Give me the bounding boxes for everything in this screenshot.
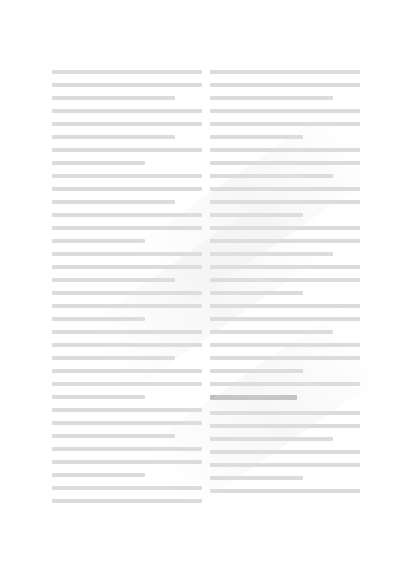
text-line-placeholder xyxy=(52,83,202,87)
text-line-placeholder xyxy=(210,83,360,87)
text-line-placeholder xyxy=(52,122,202,126)
text-line-placeholder xyxy=(52,473,145,477)
text-line-placeholder xyxy=(52,161,145,165)
text-line-placeholder xyxy=(52,408,202,412)
text-line-placeholder xyxy=(52,187,202,191)
text-line-placeholder xyxy=(52,109,202,113)
text-line-placeholder xyxy=(210,96,333,100)
text-line-placeholder xyxy=(52,174,202,178)
text-line-placeholder xyxy=(52,96,175,100)
text-line-placeholder xyxy=(52,70,202,74)
text-line-placeholder xyxy=(52,148,202,152)
text-line-placeholder xyxy=(210,70,360,74)
text-line-placeholder xyxy=(52,239,145,243)
text-line-placeholder xyxy=(52,200,175,204)
text-line-placeholder xyxy=(52,395,145,399)
text-line-placeholder xyxy=(210,489,360,493)
text-line-placeholder xyxy=(52,135,175,139)
